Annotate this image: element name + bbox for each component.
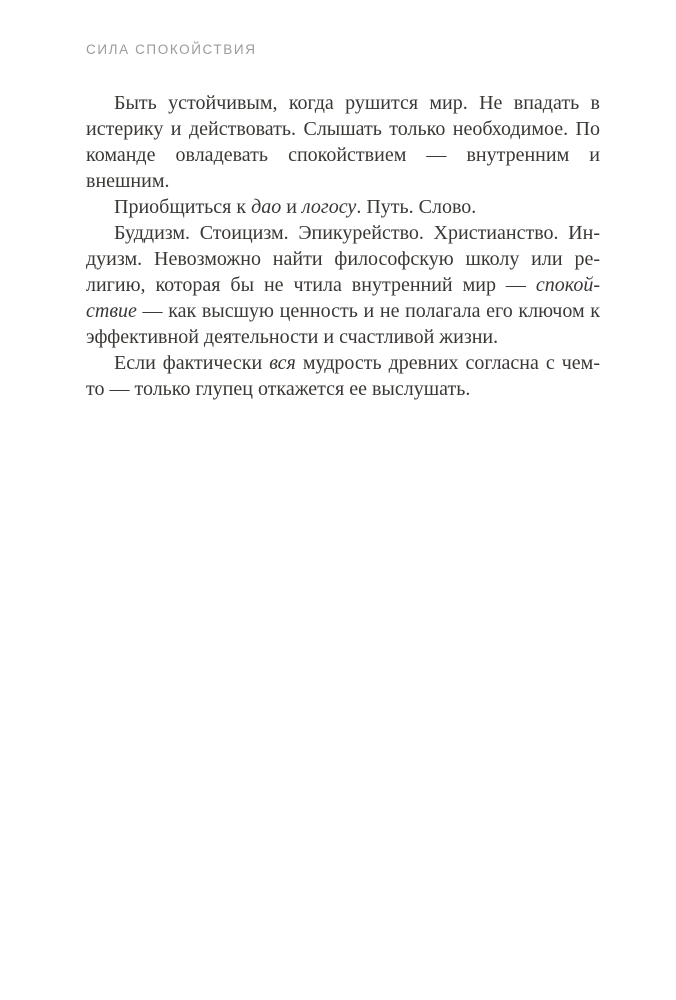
emphasis-text: вся [269, 352, 296, 374]
text-segment: Быть устойчивым, когда рушится мир. Не впадать в истерику и действовать. Слышать только необходимое. По команде овладевать спокойствием — внутренним и внешним. [86, 92, 600, 192]
text-segment: — как высшую ценность и не полагала его ключом к эффективной деятельности и счастливой жизни. [86, 300, 600, 348]
emphasis-text: дао [251, 196, 282, 218]
paragraph [86, 194, 600, 220]
text-segment: Буддизм. Стоицизм. Эпикурейство. Христианство. Индуизм. Невозможно найти философскую школу или религию, которая бы не чтила внутренний мир — [86, 222, 600, 296]
text-segment: Если фактически [114, 352, 270, 374]
emphasis-text: спокойствие [86, 274, 600, 322]
paragraph [86, 90, 600, 194]
emphasis-text: логосу [301, 196, 357, 218]
text-segment: мудрость древних согласна с чем-то — только глупец откажется ее выслушать. [86, 352, 601, 400]
running-header: СИЛА СПОКОЙСТВИЯ [86, 42, 257, 57]
text-segment: . Путь. Слово. [356, 196, 477, 218]
paragraph [86, 220, 600, 350]
text-segment: Приобщиться к [114, 196, 252, 218]
body-text-block [86, 90, 600, 402]
paragraph [86, 350, 600, 402]
text-segment: и [281, 196, 302, 218]
